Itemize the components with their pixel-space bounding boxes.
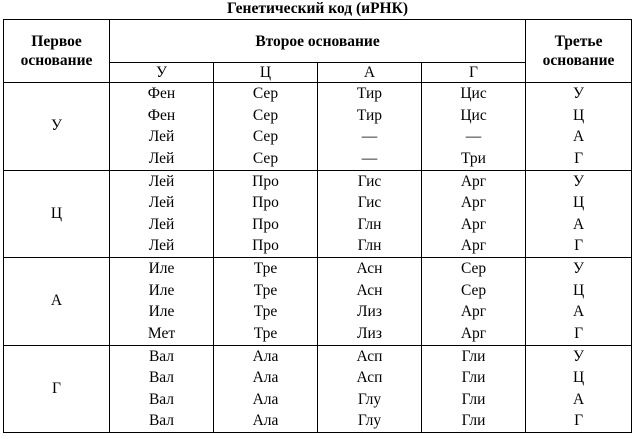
amino-acid-cell: [110, 170, 214, 258]
second-base-c: Ц: [214, 63, 318, 83]
amino-acid: Глу: [357, 390, 382, 408]
third-base: У: [573, 347, 585, 365]
second-base-header: Второе основание: [110, 20, 526, 63]
third-base: У: [573, 172, 585, 190]
third-base-header-line2: основание: [542, 52, 615, 69]
amino-acid: Тре: [253, 303, 278, 321]
third-base-header: [526, 20, 632, 83]
third-base: А: [572, 303, 585, 321]
amino-acid-cell: [422, 170, 526, 258]
amino-acid: Сер: [252, 106, 279, 124]
codon-group-g: [4, 345, 632, 433]
amino-acid: Вал: [148, 412, 175, 430]
amino-acid: Лей: [148, 149, 175, 167]
third-base: Ц: [572, 281, 585, 299]
amino-acid: Глн: [357, 215, 382, 233]
amino-acid: Ала: [252, 390, 279, 408]
amino-acid-cell: [110, 258, 214, 346]
amino-acid: Вал: [148, 390, 175, 408]
amino-acid-cell: [318, 83, 422, 171]
amino-acid: —: [361, 149, 378, 167]
amino-acid: —: [465, 128, 482, 146]
amino-acid: Лей: [148, 194, 175, 212]
third-base: Г: [574, 237, 584, 255]
table-title: Генетический код (иРНК): [226, 0, 409, 17]
third-base: Ц: [572, 106, 585, 124]
amino-acid: Тир: [356, 85, 383, 103]
third-base-cell: [526, 170, 632, 258]
amino-acid: Сер: [252, 128, 279, 146]
first-base-cell: Г: [4, 345, 110, 433]
amino-acid-cell: [214, 345, 318, 433]
amino-acid: Тре: [253, 324, 278, 342]
first-base-header: [4, 20, 110, 83]
amino-acid-cell: [110, 83, 214, 171]
amino-acid-cell: [214, 258, 318, 346]
amino-acid: Мет: [147, 324, 176, 342]
third-base-cell: [526, 83, 632, 171]
amino-acid-cell: [422, 83, 526, 171]
second-base-a: А: [318, 63, 422, 83]
amino-acid: Ала: [252, 347, 279, 365]
amino-acid: Тре: [253, 281, 278, 299]
codon-group-u: [4, 83, 632, 171]
amino-acid: Фен: [147, 85, 176, 103]
amino-acid: Глн: [357, 237, 382, 255]
codon-group-a: [4, 258, 632, 346]
amino-acid: Арг: [460, 324, 487, 342]
amino-acid: Сер: [460, 260, 487, 278]
amino-acid: Гли: [461, 412, 486, 430]
amino-acid: Арг: [460, 215, 487, 233]
third-base: Ц: [572, 194, 585, 212]
amino-acid: Гли: [461, 347, 486, 365]
amino-acid-cell: [110, 345, 214, 433]
amino-acid: Лей: [148, 172, 175, 190]
third-base: Г: [574, 412, 584, 430]
third-base: Г: [574, 324, 584, 342]
amino-acid: Асн: [356, 281, 383, 299]
amino-acid: Асн: [356, 260, 383, 278]
second-base-u: У: [110, 63, 214, 83]
second-base-g: Г: [422, 63, 526, 83]
amino-acid: Цис: [460, 106, 487, 124]
first-base-cell: У: [4, 83, 110, 171]
amino-acid: Лей: [148, 215, 175, 233]
amino-acid: Фен: [147, 106, 176, 124]
amino-acid: Гли: [461, 390, 486, 408]
amino-acid: Лиз: [357, 303, 382, 321]
codon-group-c: [4, 170, 632, 258]
amino-acid: Глу: [357, 412, 382, 430]
amino-acid: Про: [252, 194, 279, 212]
amino-acid: Иле: [148, 281, 175, 299]
amino-acid-cell: [422, 258, 526, 346]
third-base: У: [573, 260, 585, 278]
amino-acid: Арг: [460, 237, 487, 255]
first-base-cell: Ц: [4, 170, 110, 258]
third-base-header-line1: Третье: [554, 33, 603, 50]
amino-acid-cell: [318, 170, 422, 258]
amino-acid: Гис: [357, 172, 382, 190]
third-base: Г: [574, 149, 584, 167]
amino-acid: Лей: [148, 237, 175, 255]
amino-acid: Лей: [148, 128, 175, 146]
amino-acid-cell: [214, 83, 318, 171]
amino-acid: Ала: [252, 369, 279, 387]
third-base: А: [572, 215, 585, 233]
amino-acid: Лиз: [357, 324, 382, 342]
amino-acid: Асп: [356, 369, 383, 387]
amino-acid: Ала: [252, 412, 279, 430]
amino-acid: Арг: [460, 303, 487, 321]
amino-acid-cell: [214, 170, 318, 258]
header-row: [4, 20, 632, 63]
third-base-cell: [526, 258, 632, 346]
amino-acid-cell: [318, 345, 422, 433]
first-base-cell: А: [4, 258, 110, 346]
amino-acid: Цис: [460, 85, 487, 103]
first-base-header-line1: Первое: [31, 33, 82, 50]
amino-acid-cell: [422, 345, 526, 433]
amino-acid: Асп: [356, 347, 383, 365]
amino-acid: Тре: [253, 260, 278, 278]
amino-acid-cell: [318, 258, 422, 346]
amino-acid: Вал: [148, 369, 175, 387]
third-base: А: [572, 128, 585, 146]
amino-acid: Сер: [252, 85, 279, 103]
amino-acid: Иле: [148, 303, 175, 321]
amino-acid: Про: [252, 172, 279, 190]
first-base-header-line2: основание: [20, 52, 93, 69]
amino-acid: Арг: [460, 194, 487, 212]
third-base: Ц: [572, 369, 585, 387]
amino-acid: Иле: [148, 260, 175, 278]
amino-acid: Сер: [252, 149, 279, 167]
amino-acid: Про: [252, 237, 279, 255]
amino-acid: Гис: [357, 194, 382, 212]
amino-acid: Про: [252, 215, 279, 233]
amino-acid: Гли: [461, 369, 486, 387]
amino-acid: Арг: [460, 172, 487, 190]
third-base: У: [573, 85, 585, 103]
third-base-cell: [526, 345, 632, 433]
amino-acid: Сер: [460, 281, 487, 299]
amino-acid: Тир: [356, 106, 383, 124]
genetic-code-table: [3, 19, 632, 433]
amino-acid: —: [361, 128, 378, 146]
third-base: А: [572, 390, 585, 408]
amino-acid: Три: [461, 149, 486, 167]
amino-acid: Вал: [148, 347, 175, 365]
